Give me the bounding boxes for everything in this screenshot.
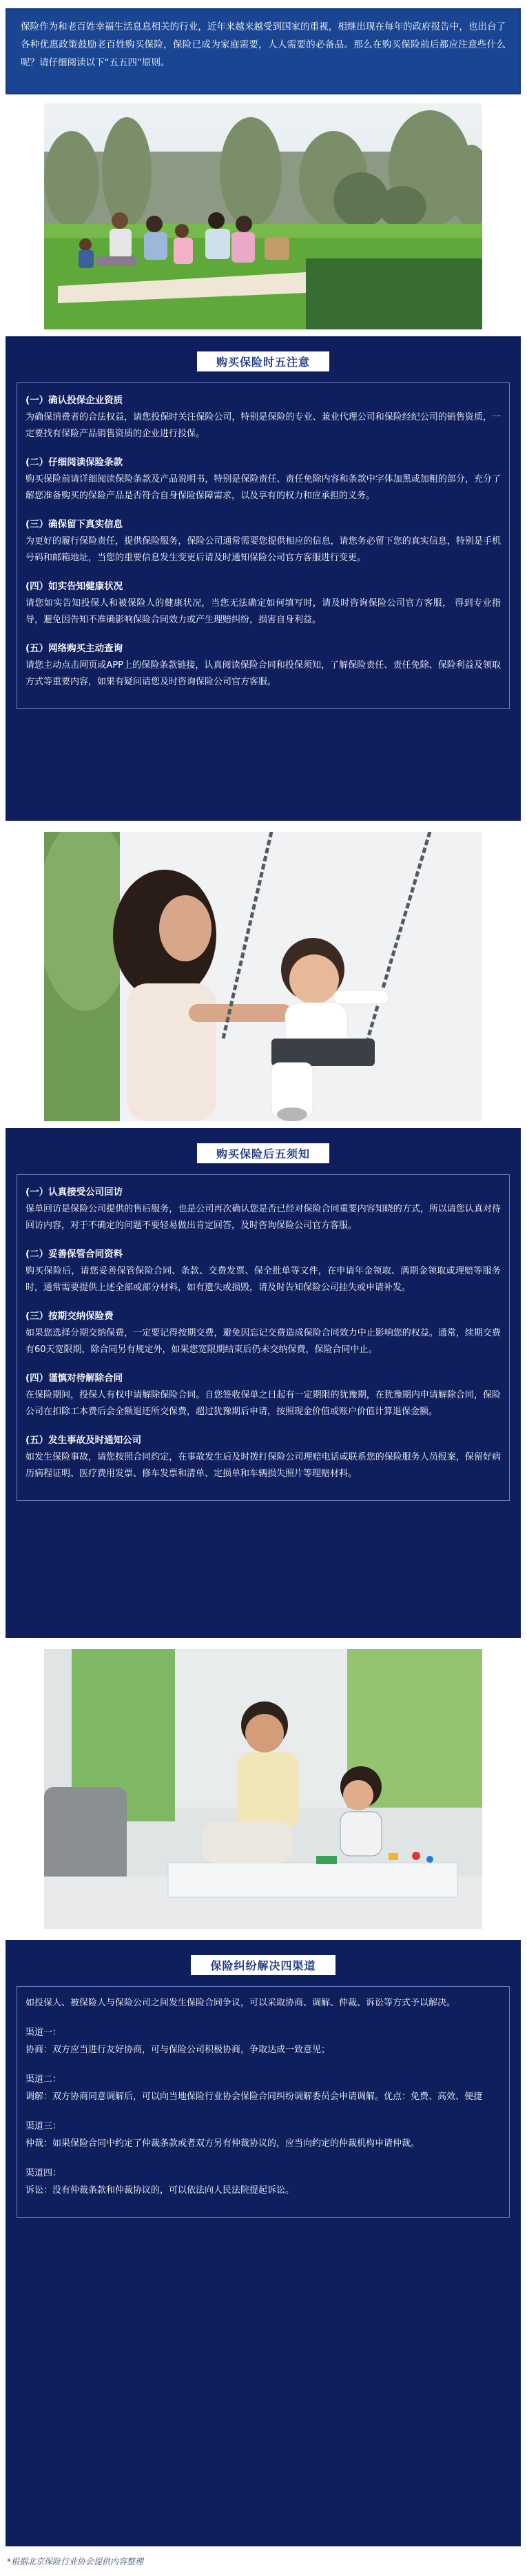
item-title: (二）妥善保管合同资料 bbox=[25, 1249, 123, 1260]
section-title: 保险纠纷解决四渠道 bbox=[191, 1955, 335, 1975]
item-title: (三）确保留下真实信息 bbox=[25, 519, 123, 530]
channel-label: 渠道三： bbox=[25, 2121, 62, 2132]
purchase-notes-section bbox=[6, 336, 521, 821]
item-text: 购买保险后，请您妥善保管保险合同、条款、交费发票、保全批单等文件，在申请年金领取、满期金领取或理赔等服务时，通常需要提供上述全部或部分材料，如有遗失或损毁，请及时告知保险公司挂失或申请补发。 bbox=[25, 1266, 501, 1293]
item-title: (一）认真接受公司回访 bbox=[25, 1187, 123, 1198]
section-body bbox=[17, 1986, 510, 2218]
channel-label: 渠道四： bbox=[25, 2168, 62, 2178]
item-title: (一）确认投保企业资质 bbox=[25, 395, 123, 406]
channel-label: 渠道二： bbox=[25, 2074, 62, 2085]
section-title: 购买保险后五须知 bbox=[197, 1143, 329, 1163]
channel-text: 诉讼：没有仲裁条款和仲裁协议的，可以依法向人民法院提起诉讼。 bbox=[25, 2185, 295, 2196]
item-text: 在保险期间，投保人有权申请解除保险合同。自您签收保单之日起有一定期限的犹豫期，在犹豫期内申请解除合同，保险公司在扣除工本费后会全额退还所交保费，超过犹豫期后申请，按照现金价值或账户价值计算退保金额。 bbox=[25, 1390, 501, 1417]
intro-box bbox=[6, 8, 521, 94]
item-title: (五）网络购买主动查询 bbox=[25, 643, 123, 654]
section-body bbox=[17, 382, 510, 709]
intro-text: 保险作为和老百姓幸福生活息息相关的行业，近年来越来越受到国家的重视，相继出现在每年的政府报告中，也出台了各种优惠政策鼓励老百姓购买保险，保险已成为家庭需要，人人需要的必备品。那么在购买保险前后都应注意些什么呢？请仔细阅读以下“五五四”原则。 bbox=[21, 21, 506, 68]
item-text: 购买保险前请详细阅读保险条款及产品说明书，特别是保险责任、责任免除内容和条款中字体加黑或加粗的部分，充分了解您准备购买的保险产品是否符合自身保险保障需求，以及享有的权力和应承担的义务。 bbox=[25, 474, 501, 501]
item-text: 为确保消费者的合法权益，请您投保时关注保险公司，特别是保险的专业、兼业代理公司和保险经纪公司的销售资质，一定要找有保险产品销售资质的企业进行投保。 bbox=[25, 412, 501, 439]
item-text: 请您如实告知投保人和被保险人的健康状况，当您无法确定如何填写时，请及时咨询保险公司官方客服， 得到专业指导，避免因告知不准确影响保险合同效力或产生理赔纠纷，损害自身利益。 bbox=[25, 598, 501, 625]
item-title: (二）仔细阅读保险条款 bbox=[25, 457, 123, 468]
item-title: (四）如实告知健康状况 bbox=[25, 581, 123, 592]
section-intro-text: 如投保人、被保险人与保险公司之间发生保险合同争议，可以采取协商、调解、仲裁、诉讼等方式予以解决。 bbox=[25, 1998, 456, 2008]
item-text: 为更好的履行保险责任，提供保险服务，保险公司通常需要您提供相应的信息，请您务必留下您的真实信息，特别是手机号码和邮箱地址，当您的重要信息发生变更后请及时通知保险公司官方客服进行变更。 bbox=[25, 536, 501, 563]
section-title: 购买保险时五注意 bbox=[197, 351, 329, 371]
item-text: 如果您选择分期交纳保费，一定要记得按期交费，避免因忘记交费造成保险合同效力中止影响您的权益。通常，续期交费有60天宽限期，除合同另有规定外，如果您宽限期结束后仍未交纳保费，保险合同中止。 bbox=[25, 1328, 501, 1355]
channel-text: 调解：双方协商同意调解后，可以向当地保险行业协会保险合同纠纷调解委员会申请调解。优点：免费、高效、便捷 bbox=[25, 2092, 483, 2102]
family-picnic-photo bbox=[44, 103, 482, 329]
channel-label: 渠道一： bbox=[25, 2027, 62, 2038]
swing-photo bbox=[44, 832, 482, 1121]
item-text: 如发生保险事故，请您按照合同约定，在事故发生后及时拨打保险公司理赔电话或联系您的保险服务人员报案，保留好病历病程证明、医疗费用发票、修车发票和清单、定损单和车辆损失照片等理赔材料。 bbox=[25, 1452, 501, 1479]
dispute-channels-section bbox=[6, 1940, 521, 2546]
after-purchase-section bbox=[6, 1128, 521, 1638]
item-title: (三）按期交纳保险费 bbox=[25, 1311, 114, 1322]
source-note: *根据北京保险行业协会提供内容整理 bbox=[7, 2557, 144, 2566]
item-text: 保单回访是保险公司提供的售后服务，也是公司再次确认您是否已经对保险合同重要内容知晓的方式，所以请您认真对待回访内容，对于不确定的问题不要轻易做出肯定回答，及时咨询保险公司官方客服。 bbox=[25, 1204, 501, 1231]
section-body bbox=[17, 1174, 510, 1501]
item-title: (四）谨慎对待解除合同 bbox=[25, 1373, 123, 1384]
channel-text: 仲裁：如果保险合同中约定了仲裁条款或者双方另有仲裁协议的，应当向约定的仲裁机构申请仲裁。 bbox=[25, 2138, 420, 2149]
channel-text: 协商：双方应当进行友好协商，可与保险公司积极协商，争取达成一致意见； bbox=[25, 2045, 331, 2055]
father-son-photo bbox=[44, 1649, 482, 1929]
item-title: (五）发生事故及时通知公司 bbox=[25, 1435, 142, 1446]
item-text: 请您主动点击网页或APP上的保险条款链接，认真阅读保险合同和投保须知，了解保险责任、责任免除、保险利益及领取方式等重要内容，如果有疑问请您及时咨询保险公司官方客服。 bbox=[25, 660, 501, 687]
